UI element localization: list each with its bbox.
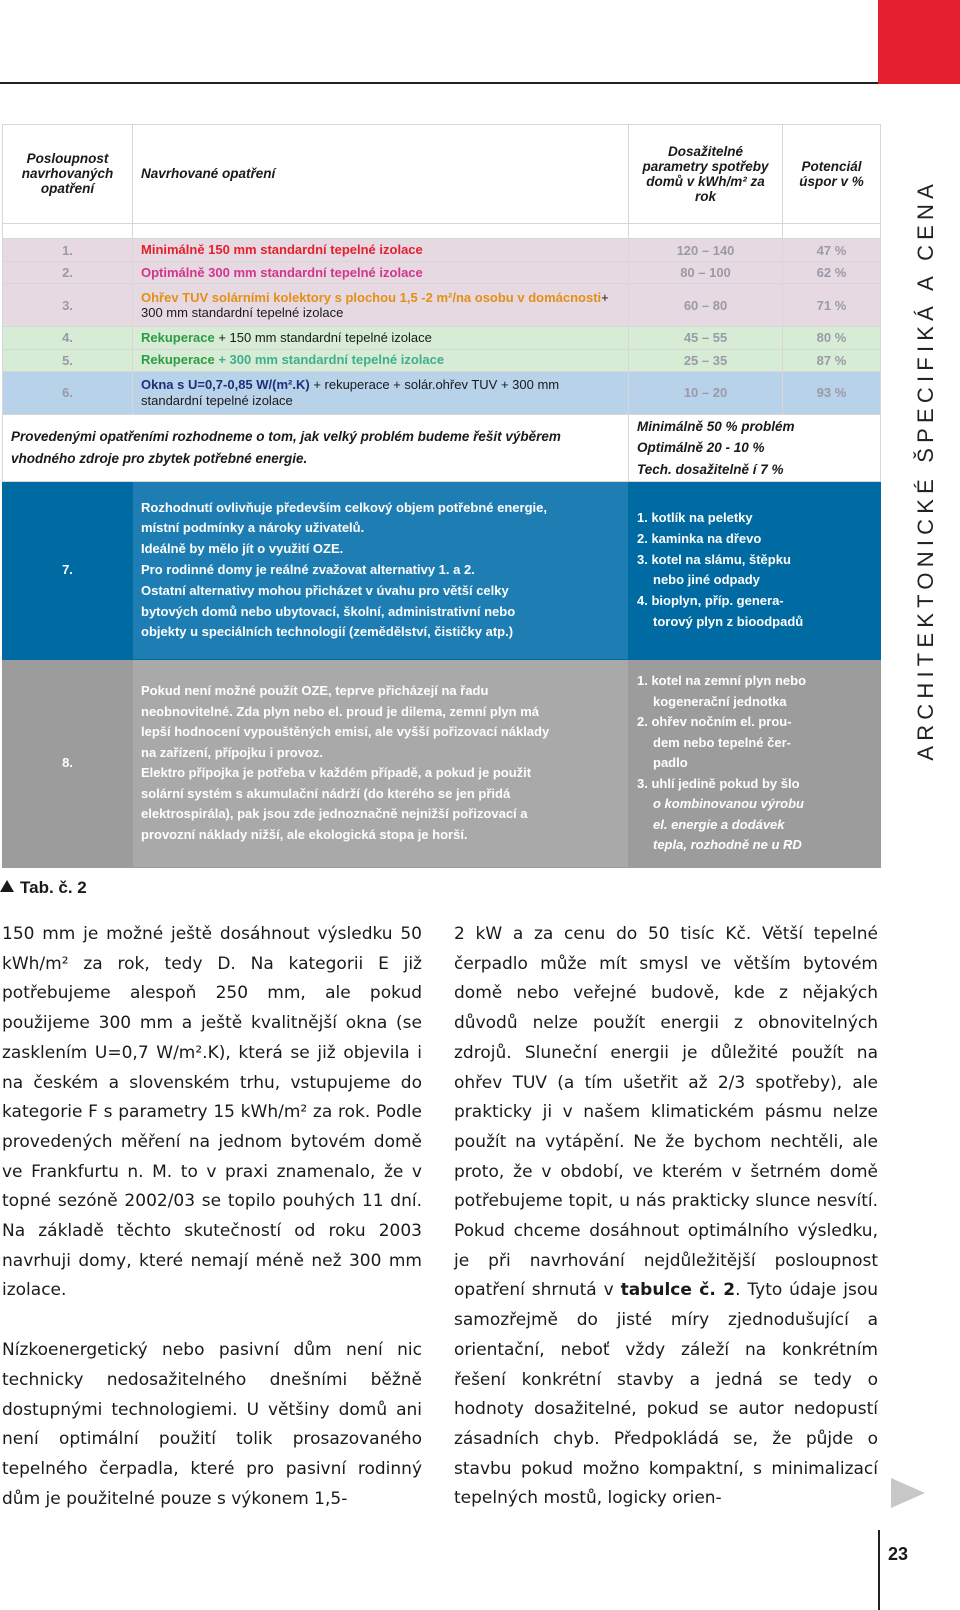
side-section-title: ARCHITEKTONICKÉ ŠPECIFIKÁ A CENA xyxy=(913,179,938,761)
table-row: 5. Rekuperace + 300 mm standardní tepelné izolace 25 – 35 87 % xyxy=(3,349,881,371)
header-rule xyxy=(0,82,878,84)
row7-description: Rozhodnutí ovlivňuje především celkový objem potřebné energie, místní podmínky a nároky uživatelů. Ideálně by mělo jít o využití OZE. Pro rodinné domy je reálné zvažovat alternativy 1. a 2. Ostatní alternativy mohou přicházet v úvahu pro větší celky bytových domů nebo ubytovací, školní, administrativní nebo objekty u speciálních technologií (zemědělství, čističky atp.) xyxy=(133,482,629,660)
summary-targets: Minimálně 50 % problém Optimálně 20 - 10 % Tech. dosažitelně í 7 % xyxy=(629,414,881,481)
table-header-row xyxy=(3,125,881,224)
table-row-8: 8. Pokud není možné použít OZE, teprve přicházejí na řadu neobnovitelné. Zda plyn nebo el. proud je dilema, zemní plyn má lepší hodnocení vypouštěných emisí, ale vyšší pořizovací náklady na zařízení, přípojku i provoz. Elektro přípojka je potřeba v každém případě, a pokud je použit solární systém s akumulační nádrží (do kterého se jen přidá elektrospirála), pak jsou zde jednoznačně nejnižší pořizovací a provozní náklady nižší, ale ekologická stopa je horší. 1. kotel na zemní plyn nebo kogenerační jednotka 2. ohřev nočním el. prou- dem nebo tepelné čer- padlo 3. uhlí jedině pokud by šlo o kombinovanou výrobu el. energie a dodávek tepla, rozhodně ne u RD xyxy=(3,659,881,867)
header-measure: Navrhované opatření xyxy=(133,125,629,224)
left-paragraph-2: Nízkoenergetický nebo pasivní dům není nic technicky nedosažitelného dnešními běžně dostupnými technologiemi. U většiny domů ani není optimální použití tolik prosazovaného tepelného čerpadla, které pro pasivní rodinný dům je použitelné pouze s výkonem 1,5- xyxy=(2,1340,422,1509)
header-order: Posloupnost navrhovaných opatření xyxy=(3,125,133,224)
summary-text: Provedenými opatřeními rozhodneme o tom, jak velký problém budeme řešit výběrem vhodného zdroje pro zbytek potřebné energie. xyxy=(3,414,629,481)
continue-arrow-icon xyxy=(891,1478,925,1508)
header-parameters: Dosažitelné parametry spotřeby domů v kWh/m² za rok xyxy=(629,125,783,224)
table-caption: Tab. č. 2 xyxy=(0,878,87,898)
table-row: 3. Ohřev TUV solárními kolektory s plochou 1,5 -2 m²/na osobu v domácnosti+ 300 mm standardní tepelné izolace 60 – 80 71 % xyxy=(3,284,881,327)
page-number-rule xyxy=(878,1530,880,1610)
right-paragraph: 2 kW a za cenu do 50 tisíc Kč. Větší tepelné čerpadlo může mít smysl ve větším bytovém domě nebo veřejné budově, kde z nějakých důvodů nelze použít energii z obnovitelných zdrojů. Sluneční energii je důležité použít na ohřev TUV (a tím ušetřit až 2/3 spotřeby), ale prakticky ji v našem klimatickém pásmu nelze použít na vytápění. Ne že bychom nechtěli, ale proto, že v období, ve kterém v šetrném domě potřebujeme topit, u nás prakticky slunce nesvítí. Pokud chceme dosáhnout optimálního výsledku, je při navrhování nejdůležitější posloupnost opatření shrnutá v tabulce č. 2. Tyto údaje jsou samozřejmě do jisté míry zjednodušující a orientační, neboť vždy záleží na konkrétním řešení konkrétní stavby a jedná se tedy o hodnoty dosažitelné, pokud se autor nedopustí zásadních chyb. Předpokládá se, že půjde o stavbu pokud možno kompaktní, s minimalizací tepelných mostů, logicky orien- xyxy=(454,924,878,1509)
row8-description: Pokud není možné použít OZE, teprve přicházejí na řadu neobnovitelné. Zda plyn nebo el. proud je dilema, zemní plyn má lepší hodnocení vypouštěných emisí, ale vyšší pořizovací náklady na zařízení, přípojku i provoz. Elektro přípojka je potřeba v každém případě, a pokud je použit solární systém s akumulační nádrží (do kterého se jen přidá elektrospirála), pak jsou zde jednoznačně nejnižší pořizovací a provozní náklady nižší, ale ekologická stopa je horší. xyxy=(133,659,629,867)
table-row: 6. Okna s U=0,7-0,85 W/(m².K) + rekuperace + solár.ohřev TUV + 300 mm standardní tepelné izolace 10 – 20 93 % xyxy=(3,371,881,414)
measures-table xyxy=(2,124,881,868)
page-number: 23 xyxy=(888,1544,909,1564)
corner-color-block xyxy=(878,0,960,84)
table-row-7: 7. Rozhodnutí ovlivňuje především celkový objem potřebné energie, místní podmínky a nároky uživatelů. Ideálně by mělo jít o využití OZE. Pro rodinné domy je reálné zvažovat alternativy 1. a 2. Ostatní alternativy mohou přicházet v úvahu pro větší celky bytových domů nebo ubytovací, školní, administrativní nebo objekty u speciálních technologií (zemědělství, čističky atp.) 1. kotlík na peletky 2. kaminka na dřevo 3. kotel na slámu, štěpku nebo jiné odpady 4. bioplyn, příp. genera- torový plyn z bioodpadů xyxy=(3,482,881,660)
triangle-up-icon xyxy=(0,880,14,892)
table-row: 4. Rekuperace + 150 mm standardní tepelné izolace 45 – 55 80 % xyxy=(3,327,881,349)
row8-options: 1. kotel na zemní plyn nebo kogenerační jednotka 2. ohřev nočním el. prou- dem nebo tepelné čer- padlo 3. uhlí jedině pokud by šlo o kombinovanou výrobu el. energie a dodávek tepla, rozhodně ne u RD xyxy=(629,659,881,867)
left-paragraph-1: 150 mm je možné ještě dosáhnout výsledku 50 kWh/m² za rok, tedy D. Na kategorii E již potřebujeme alespoň 250 mm, ale pokud použijeme 300 mm a ještě kvalitnější okna (se zasklením U=0,7 W/m².K), která se již objevila i na českém a slovenském trhu, vstupujeme do kategorie F s parametry 15 kWh/m² za rok. Podle provedených měření na jednom bytovém domě ve Frankfurtu n. M. to v praxi znamenalo, že v topné sezóně 2002/03 se topilo pouhých 11 dní. Na základě těchto skutečností od roku 2003 navrhuji domy, které nemají méně než 300 mm izolace. xyxy=(2,924,422,1301)
row7-options: 1. kotlík na peletky 2. kaminka na dřevo 3. kotel na slámu, štěpku nebo jiné odpady 4. bioplyn, příp. genera- torový plyn z bioodpadů xyxy=(629,482,881,660)
right-column xyxy=(454,920,878,1514)
table-row: 1. Minimálně 150 mm standardní tepelné izolace 120 – 140 47 % xyxy=(3,239,881,261)
table-row: 2. Optimálně 300 mm standardní tepelné izolace 80 – 100 62 % xyxy=(3,261,881,283)
header-savings: Potenciál úspor v % xyxy=(783,125,881,224)
table-reference: tabulce č. 2 xyxy=(620,1280,736,1301)
left-column xyxy=(2,920,422,1514)
summary-row xyxy=(3,414,881,481)
